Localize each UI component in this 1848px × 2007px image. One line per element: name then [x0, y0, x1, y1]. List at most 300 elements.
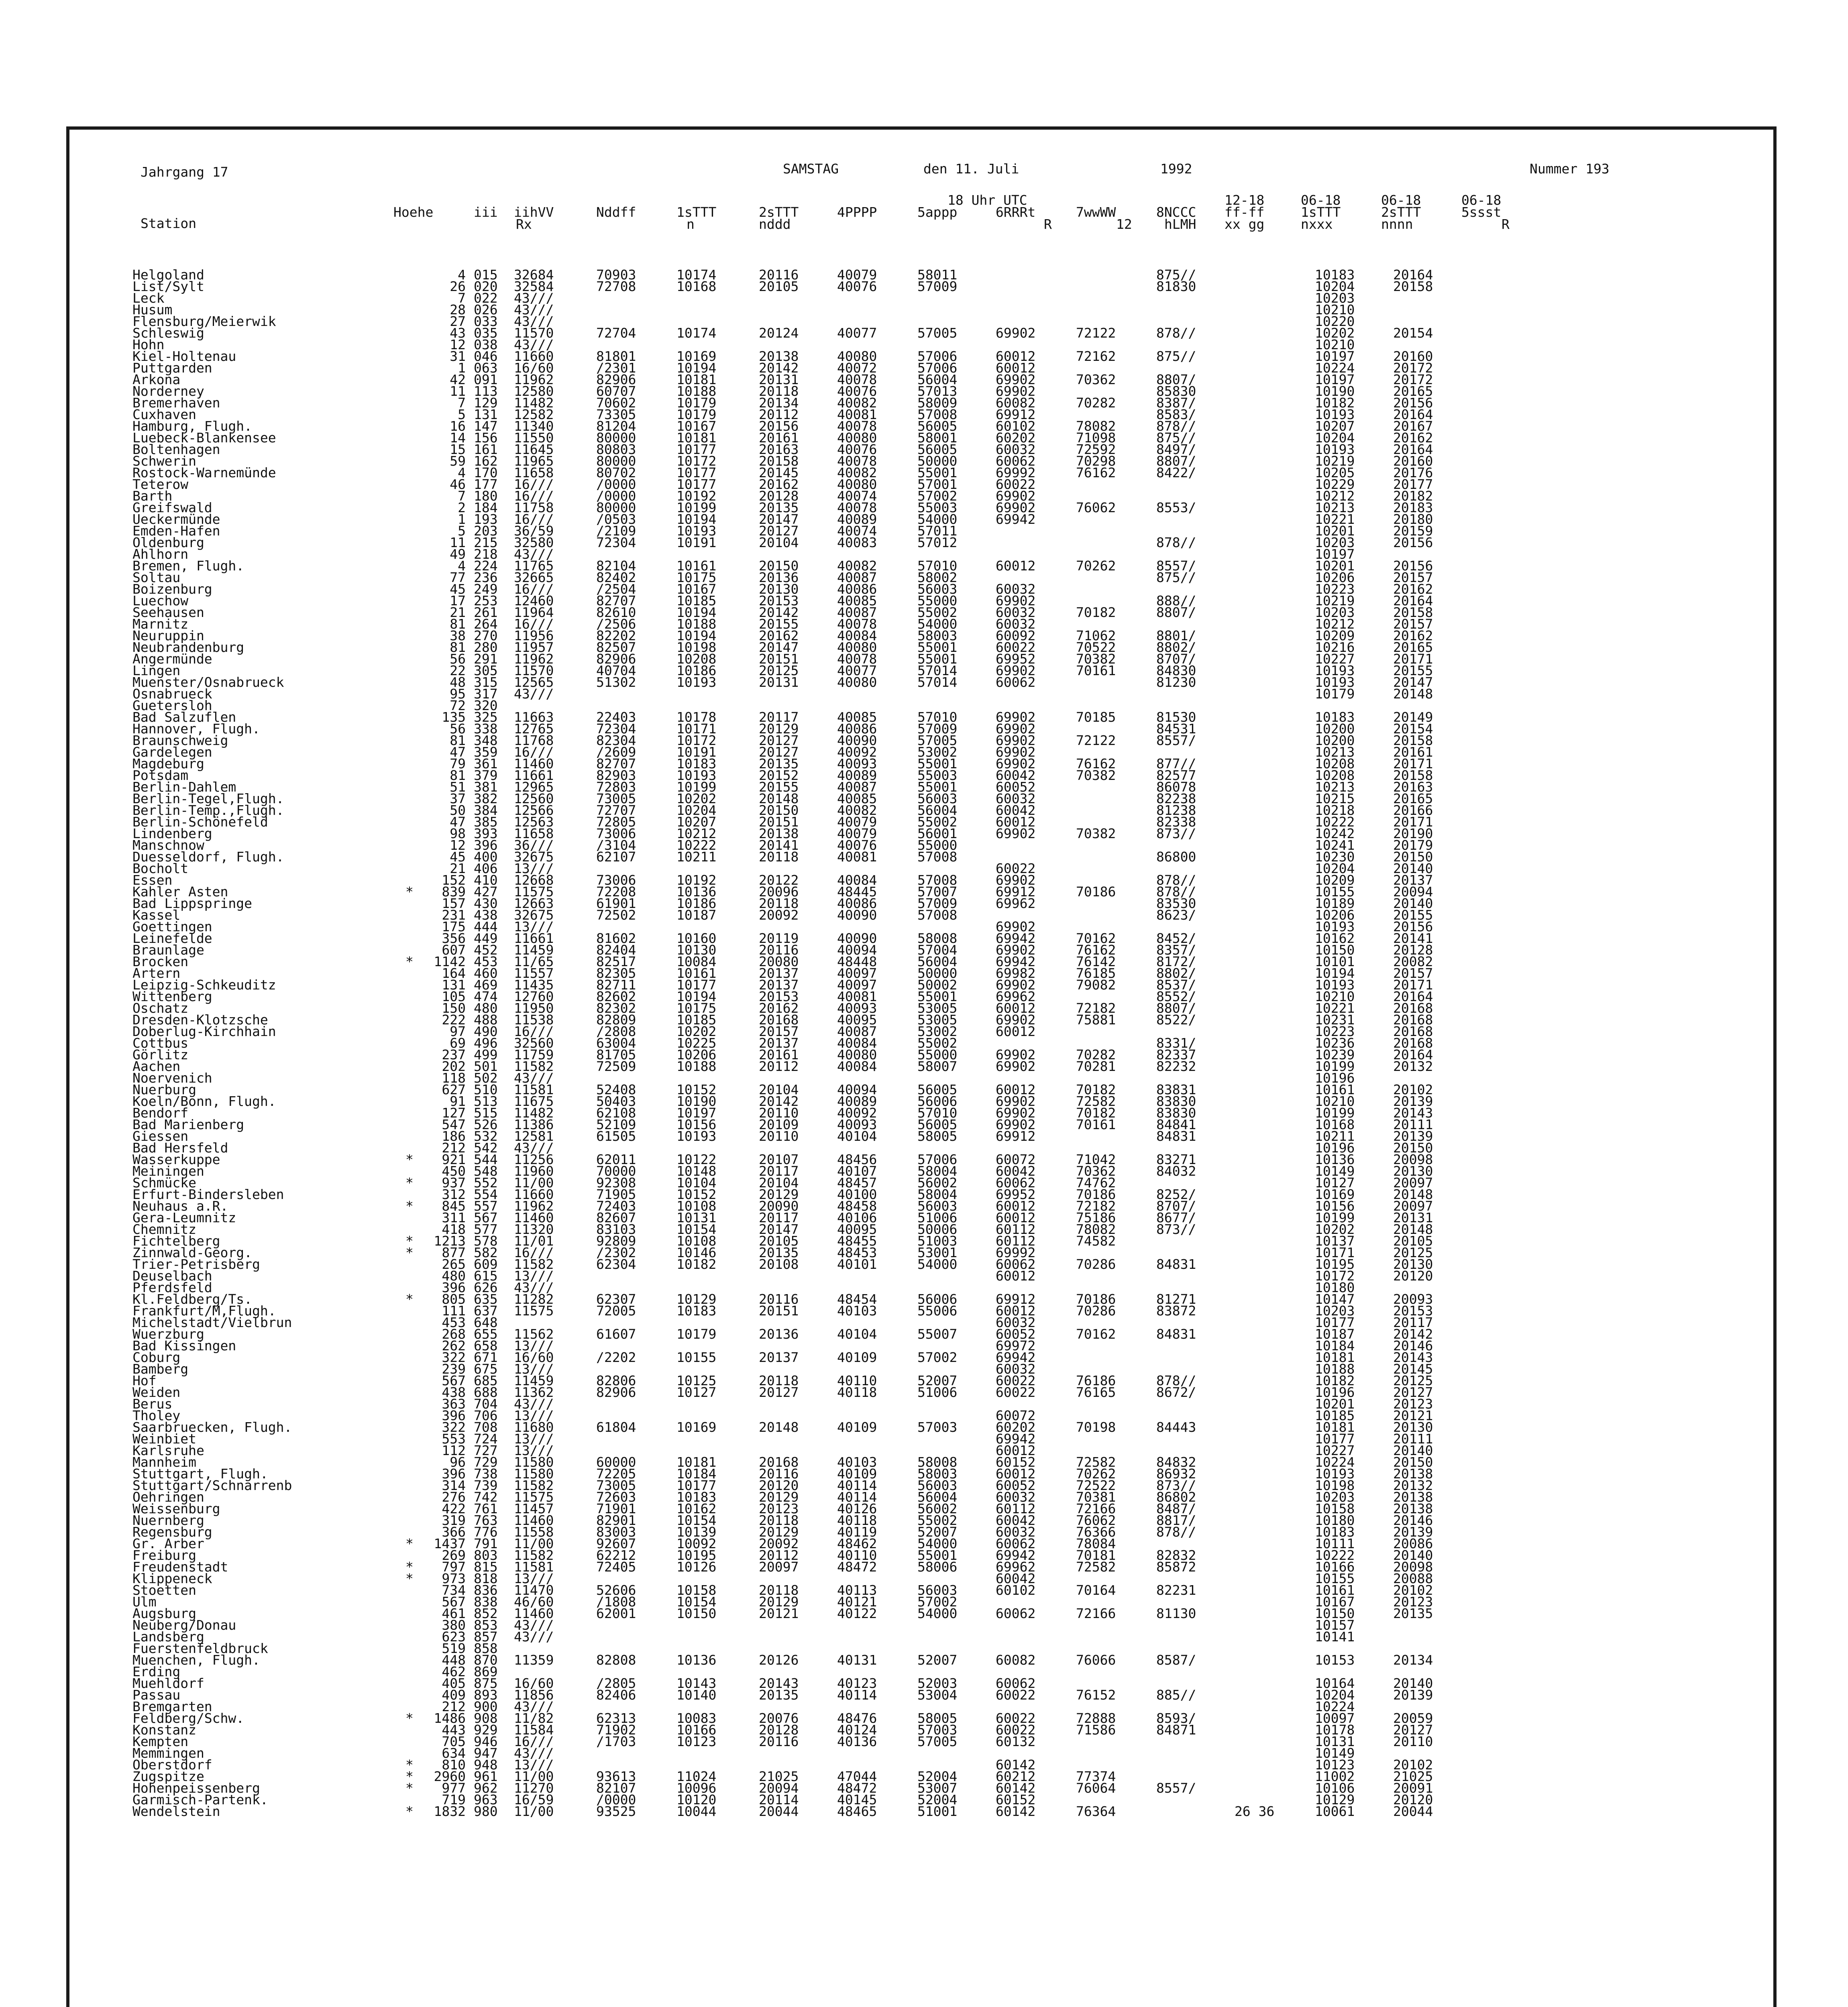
group-6rrrt: 60012 [996, 348, 1036, 364]
group-5appp: 56004 [917, 954, 958, 969]
station-height: 91 [450, 1093, 466, 1109]
group-2sttt: 20117 [759, 1210, 799, 1225]
station-height: 239 [442, 1361, 466, 1377]
group-tn: 20120 [1393, 1268, 1433, 1284]
group-6rrrt: 60062 [996, 1175, 1036, 1191]
station-height: 49 [450, 546, 466, 562]
station-name: Wittenberg [132, 989, 212, 1004]
group-1sttt: 10161 [676, 965, 717, 981]
group-tn: 20140 [1393, 1443, 1433, 1458]
group-tx: 10216 [1315, 639, 1355, 655]
group-iihvv: 12460 [514, 593, 554, 609]
group-1sttt: 10186 [676, 663, 717, 678]
group-1sttt: 10126 [676, 1559, 717, 1575]
group-5appp: 56004 [917, 372, 958, 387]
group-8nccc: 86078 [1156, 779, 1196, 795]
group-tx: 10141 [1315, 1629, 1355, 1645]
group-6rrrt: 69902 [996, 1093, 1036, 1109]
group-tx: 10220 [1315, 313, 1355, 329]
group-2sttt: 20150 [759, 802, 799, 818]
group-nddff: 40704 [596, 663, 636, 678]
group-iihvv: 43/// [514, 1396, 554, 1412]
group-1sttt: 10177 [676, 977, 717, 993]
group-tx: 10230 [1315, 849, 1355, 865]
group-tn: 20111 [1393, 1117, 1433, 1132]
group-6rrrt: 69902 [996, 872, 1036, 888]
group-5appp: 53001 [917, 1245, 958, 1260]
group-6rrrt: 69912 [996, 1128, 1036, 1144]
group-5appp: 52004 [917, 1769, 958, 1784]
station-name: Doberlug-Kirchhain [132, 1024, 276, 1039]
group-iihvv: 36/// [514, 837, 554, 853]
group-5appp: 58001 [917, 430, 958, 446]
mountain-marker: * [405, 1198, 414, 1214]
station-id: 177 [474, 476, 498, 492]
group-1sttt: 10202 [676, 1024, 717, 1039]
group-1sttt: 10187 [676, 907, 717, 923]
group-nddff: 52606 [596, 1582, 636, 1598]
group-tn: 20143 [1393, 1350, 1433, 1365]
station-id: 499 [474, 1047, 498, 1063]
station-name: Greifswald [132, 500, 212, 515]
group-nddff: 73005 [596, 1478, 636, 1493]
group-7wwww: 78082 [1076, 1221, 1116, 1237]
group-2sttt: 20138 [759, 826, 799, 841]
group-8nccc: 875// [1156, 570, 1196, 585]
group-iihvv: 12560 [514, 791, 554, 806]
group-tn: 20171 [1393, 756, 1433, 771]
station-id: 791 [474, 1536, 498, 1551]
group-6rrrt: 69942 [996, 1547, 1036, 1563]
station-name: Feldberg/Schw. [132, 1710, 244, 1726]
group-2sttt: 20168 [759, 1454, 799, 1470]
group-1sttt: 10139 [676, 1524, 717, 1540]
station-id: 338 [474, 721, 498, 737]
group-7wwww: 72166 [1076, 1606, 1116, 1621]
station-height: 405 [442, 1675, 466, 1691]
group-4pppp: 40109 [837, 1466, 877, 1482]
group-iihvv: 11482 [514, 395, 554, 411]
group-tx: 10219 [1315, 453, 1355, 469]
group-5appp: 55002 [917, 1035, 958, 1051]
group-4pppp: 48454 [837, 1291, 877, 1307]
group-2sttt: 20142 [759, 360, 799, 376]
mountain-marker: * [405, 1769, 414, 1784]
group-7wwww: 76162 [1076, 942, 1116, 958]
group-tx: 10203 [1315, 290, 1355, 306]
group-8nccc: 8357/ [1156, 942, 1196, 958]
group-tx: 10204 [1315, 1687, 1355, 1703]
group-tn: 20088 [1393, 1571, 1433, 1586]
group-5appp: 57009 [917, 721, 958, 737]
group-1sttt: 10092 [676, 1536, 717, 1551]
station-id: 035 [474, 325, 498, 341]
group-tn: 20149 [1393, 709, 1433, 725]
group-nddff: 82901 [596, 1512, 636, 1528]
station-id: 544 [474, 1152, 498, 1167]
group-6rrrt: 69942 [996, 1431, 1036, 1447]
group-2sttt: 20116 [759, 1291, 799, 1307]
group-6rrrt: 60022 [996, 1722, 1036, 1738]
group-nddff: 81602 [596, 930, 636, 946]
group-tx: 10218 [1315, 802, 1355, 818]
group-5appp: 53002 [917, 1024, 958, 1039]
group-8nccc: 8707/ [1156, 1198, 1196, 1214]
station-id: 704 [474, 1396, 498, 1412]
group-4pppp: 40090 [837, 930, 877, 946]
station-id: 582 [474, 1245, 498, 1260]
group-8nccc: 8422/ [1156, 465, 1196, 480]
group-4pppp: 40078 [837, 453, 877, 469]
group-6rrrt: 60042 [996, 802, 1036, 818]
group-5appp: 50006 [917, 1221, 958, 1237]
group-8nccc: 8552/ [1156, 989, 1196, 1004]
group-nddff: 82809 [596, 1012, 636, 1028]
group-5appp: 53005 [917, 1012, 958, 1028]
group-6rrrt: 69962 [996, 896, 1036, 911]
group-nddff: 60000 [596, 1454, 636, 1470]
group-tx: 10193 [1315, 1466, 1355, 1482]
group-6rrrt: 69942 [996, 511, 1036, 527]
group-tn: 20164 [1393, 407, 1433, 422]
station-height: 634 [442, 1745, 466, 1761]
group-1sttt: 10160 [676, 930, 717, 946]
group-5appp: 57010 [917, 709, 958, 725]
group-1sttt: 10125 [676, 1373, 717, 1388]
group-7wwww: 71062 [1076, 628, 1116, 643]
table-row [132, 676, 1706, 688]
group-4pppp: 40090 [837, 907, 877, 923]
group-iihvv: 11658 [514, 465, 554, 480]
station-id: 727 [474, 1443, 498, 1458]
group-iihvv: 11758 [514, 500, 554, 515]
mountain-marker: * [405, 1710, 414, 1726]
group-1sttt: 10122 [676, 1152, 717, 1167]
station-name: Weinbiet [132, 1431, 196, 1447]
station-id: 961 [474, 1769, 498, 1784]
group-1sttt: 10154 [676, 1221, 717, 1237]
group-iihvv: 11582 [514, 1547, 554, 1563]
group-5appp: 57010 [917, 558, 958, 574]
station-id: 626 [474, 1280, 498, 1295]
group-4pppp: 48462 [837, 1536, 877, 1551]
group-2sttt: 20123 [759, 1501, 799, 1516]
group-5appp: 57006 [917, 360, 958, 376]
group-4pppp: 40084 [837, 628, 877, 643]
station-name: Coburg [132, 1350, 181, 1365]
group-7wwww: 70182 [1076, 605, 1116, 620]
station-height: 152 [442, 872, 466, 888]
group-4pppp: 40103 [837, 1303, 877, 1319]
group-5appp: 56003 [917, 1198, 958, 1214]
group-iihvv: 13/// [514, 1757, 554, 1773]
group-5appp: 57005 [917, 325, 958, 341]
group-tx: 10137 [1315, 1233, 1355, 1249]
group-tx: 10213 [1315, 500, 1355, 515]
group-nddff: 82402 [596, 570, 636, 585]
group-2sttt: 20104 [759, 1082, 799, 1097]
group-tn: 20166 [1393, 802, 1433, 818]
group-4pppp: 40119 [837, 1524, 877, 1540]
table-row [132, 1060, 1706, 1072]
group-4pppp: 40084 [837, 872, 877, 888]
station-name: Oehringen [132, 1489, 204, 1505]
group-8nccc: 8807/ [1156, 453, 1196, 469]
group-2sttt: 20129 [759, 1524, 799, 1540]
station-name: Berlin-Tegel,Flugh. [132, 791, 284, 806]
group-5appp: 55007 [917, 1326, 958, 1342]
station-id: 515 [474, 1105, 498, 1121]
group-tn: 20150 [1393, 1140, 1433, 1156]
station-height: 1 [458, 511, 466, 527]
group-tn: 20094 [1393, 884, 1433, 900]
group-6rrrt: 60062 [996, 1536, 1036, 1551]
group-tn: 20163 [1393, 779, 1433, 795]
group-tx: 10131 [1315, 1734, 1355, 1749]
group-iihvv: 11658 [514, 826, 554, 841]
station-name: Koeln/Bonn, Flugh. [132, 1093, 276, 1109]
group-6rrrt: 60012 [996, 1082, 1036, 1097]
group-iihvv: 43/// [514, 1745, 554, 1761]
group-6rrrt: 60012 [996, 1466, 1036, 1482]
table-row [132, 851, 1706, 863]
table-row [132, 281, 1706, 292]
group-4pppp: 40109 [837, 1350, 877, 1365]
group-nddff: 82602 [596, 989, 636, 1004]
group-iihvv: 13/// [514, 1268, 554, 1284]
group-2sttt: 20109 [759, 1117, 799, 1132]
station-id: 460 [474, 965, 498, 981]
station-height: 396 [442, 1408, 466, 1423]
group-tn: 20127 [1393, 1384, 1433, 1400]
station-name: Schleswig [132, 325, 204, 341]
group-tx: 10193 [1315, 663, 1355, 678]
group-2sttt: 20125 [759, 663, 799, 678]
group-5appp: 56005 [917, 1082, 958, 1097]
station-id: 688 [474, 1384, 498, 1400]
group-8nccc: 84831 [1156, 1128, 1196, 1144]
group-tx: 10190 [1315, 383, 1355, 399]
group-2sttt: 20118 [759, 1373, 799, 1388]
station-id: 280 [474, 639, 498, 655]
group-2sttt: 20096 [759, 884, 799, 900]
group-iihvv: 16/// [514, 1734, 554, 1749]
group-nddff: 72509 [596, 1058, 636, 1074]
group-5appp: 57002 [917, 1350, 958, 1365]
group-iihvv: 11765 [514, 558, 554, 574]
group-tx: 10198 [1315, 1478, 1355, 1493]
group-6rrrt: 69902 [996, 1047, 1036, 1063]
station-height: 845 [442, 1198, 466, 1214]
group-tx: 10183 [1315, 267, 1355, 283]
group-nddff: /0000 [596, 488, 636, 504]
group-tx: 10188 [1315, 1361, 1355, 1377]
group-6rrrt: 60102 [996, 418, 1036, 434]
group-iihvv: 11/00 [514, 1175, 554, 1191]
station-height: 450 [442, 1163, 466, 1179]
station-height: 202 [442, 1058, 466, 1074]
group-5appp: 53004 [917, 1687, 958, 1703]
group-iihvv: 36/59 [514, 523, 554, 539]
station-id: 325 [474, 709, 498, 725]
station-height: 314 [442, 1478, 466, 1493]
group-tn: 20123 [1393, 1594, 1433, 1610]
group-nddff: 70602 [596, 395, 636, 411]
col-sub-wwww: 12 [1116, 216, 1132, 232]
group-tn: 20125 [1393, 1373, 1433, 1388]
group-6rrrt: 69912 [996, 884, 1036, 900]
group-nddff: 72005 [596, 1303, 636, 1319]
station-name: Meiningen [132, 1163, 204, 1179]
station-height: 312 [442, 1187, 466, 1202]
group-7wwww: 76162 [1076, 465, 1116, 480]
group-8nccc: 885// [1156, 1687, 1196, 1703]
group-4pppp: 40074 [837, 488, 877, 504]
group-4pppp: 40084 [837, 1058, 877, 1074]
group-nddff: 83003 [596, 1524, 636, 1540]
station-name: Aachen [132, 1058, 181, 1074]
col-iihvv: iihVV [514, 204, 554, 220]
group-2sttt: 20155 [759, 616, 799, 632]
mountain-marker: * [405, 1571, 414, 1586]
station-name: Bendorf [132, 1105, 189, 1121]
group-tn: 20093 [1393, 1291, 1433, 1307]
mountain-marker: * [405, 1175, 414, 1191]
group-8nccc: 875// [1156, 267, 1196, 283]
station-height: 322 [442, 1350, 466, 1365]
group-tx: 10221 [1315, 511, 1355, 527]
group-nddff: 82707 [596, 593, 636, 609]
group-4pppp: 40078 [837, 651, 877, 667]
group-8nccc: 82238 [1156, 791, 1196, 806]
group-2sttt: 20117 [759, 1163, 799, 1179]
station-height: 380 [442, 1617, 466, 1633]
group-tn: 20167 [1393, 418, 1433, 434]
group-tn: 20168 [1393, 1012, 1433, 1028]
station-name: List/Sylt [132, 279, 204, 294]
group-1sttt: 10171 [676, 721, 717, 737]
group-iihvv: 11270 [514, 1780, 554, 1796]
group-tn: 20154 [1393, 721, 1433, 737]
group-7wwww: 76366 [1076, 1524, 1116, 1540]
group-iihvv: 11581 [514, 1559, 554, 1575]
group-5appp: 57002 [917, 488, 958, 504]
group-6rrrt: 60062 [996, 1675, 1036, 1691]
group-nddff: 60707 [596, 383, 636, 399]
group-5appp: 56002 [917, 1501, 958, 1516]
station-height: 131 [442, 977, 466, 993]
group-1sttt: 10182 [676, 1256, 717, 1272]
station-id: 947 [474, 1745, 498, 1761]
group-1sttt: 10175 [676, 570, 717, 585]
station-id: 513 [474, 1093, 498, 1109]
station-height: 311 [442, 1210, 466, 1225]
group-tx: 10184 [1315, 1338, 1355, 1354]
group-4pppp: 40081 [837, 849, 877, 865]
group-tn: 20130 [1393, 1419, 1433, 1435]
group-4pppp: 40089 [837, 1093, 877, 1109]
group-tx: 10193 [1315, 442, 1355, 457]
group-tn: 20138 [1393, 1466, 1433, 1482]
station-name: Garmisch-Partenk. [132, 1792, 268, 1808]
station-height: 97 [450, 1024, 466, 1039]
group-7wwww: 72182 [1076, 1198, 1116, 1214]
station-height: 21 [450, 605, 466, 620]
group-iihvv: 16/59 [514, 1792, 554, 1808]
station-height: 422 [442, 1501, 466, 1516]
group-tn: 20157 [1393, 570, 1433, 585]
group-1sttt: 10211 [676, 849, 717, 865]
station-name: Frankfurt/M,Flugh. [132, 1303, 276, 1319]
group-7wwww: 74762 [1076, 1175, 1116, 1191]
group-nddff: /1808 [596, 1594, 636, 1610]
group-1sttt: 10130 [676, 942, 717, 958]
group-tn: 20157 [1393, 965, 1433, 981]
group-8nccc: 878// [1156, 872, 1196, 888]
group-2sttt: 20107 [759, 1152, 799, 1167]
station-id: 648 [474, 1315, 498, 1330]
station-height: 797 [442, 1559, 466, 1575]
group-tx: 10210 [1315, 1093, 1355, 1109]
station-height: 50 [450, 802, 466, 818]
group-tn: 21025 [1393, 1769, 1433, 1784]
group-8nccc: 86932 [1156, 1466, 1196, 1482]
group-6rrrt: 60012 [996, 1198, 1036, 1214]
group-5appp: 56001 [917, 826, 958, 841]
group-tn: 20156 [1393, 535, 1433, 550]
group-8nccc: 8817/ [1156, 1512, 1196, 1528]
station-id: 129 [474, 395, 498, 411]
station-id: 776 [474, 1524, 498, 1540]
station-name: Trier-Petrisberg [132, 1256, 260, 1272]
station-height: 567 [442, 1373, 466, 1388]
group-2sttt: 20080 [759, 954, 799, 969]
group-4pppp: 40078 [837, 500, 877, 515]
group-tx: 10172 [1315, 1268, 1355, 1284]
table-row [132, 1398, 1706, 1410]
station-height: 366 [442, 1524, 466, 1540]
table-row [132, 1433, 1706, 1445]
group-8nccc: 8672/ [1156, 1384, 1196, 1400]
group-1sttt: 10186 [676, 896, 717, 911]
station-height: 462 [442, 1664, 466, 1679]
group-2sttt: 20163 [759, 442, 799, 457]
group-iihvv: 11359 [514, 1652, 554, 1668]
group-tx: 10177 [1315, 1431, 1355, 1447]
group-8nccc: 8807/ [1156, 605, 1196, 620]
group-6rrrt: 60152 [996, 1792, 1036, 1808]
group-2sttt: 20137 [759, 977, 799, 993]
group-1sttt: 10152 [676, 1082, 717, 1097]
station-name: Erfurt-Bindersleben [132, 1187, 284, 1202]
group-5appp: 51006 [917, 1210, 958, 1225]
group-tx: 10181 [1315, 1419, 1355, 1435]
group-nddff: /1703 [596, 1734, 636, 1749]
station-id: 567 [474, 1210, 498, 1225]
group-4pppp: 48458 [837, 1198, 877, 1214]
table-row [132, 1805, 1706, 1817]
col-iii: iii [474, 204, 498, 220]
group-4pppp: 40089 [837, 511, 877, 527]
group-8nccc: 8452/ [1156, 930, 1196, 946]
group-tn: 20140 [1393, 896, 1433, 911]
group-nddff: 62307 [596, 1291, 636, 1307]
group-tx: 10219 [1315, 593, 1355, 609]
group-1sttt: 10136 [676, 884, 717, 900]
group-6rrrt: 60062 [996, 1606, 1036, 1621]
group-tx: 10183 [1315, 709, 1355, 725]
group-tx: 10127 [1315, 1175, 1355, 1191]
